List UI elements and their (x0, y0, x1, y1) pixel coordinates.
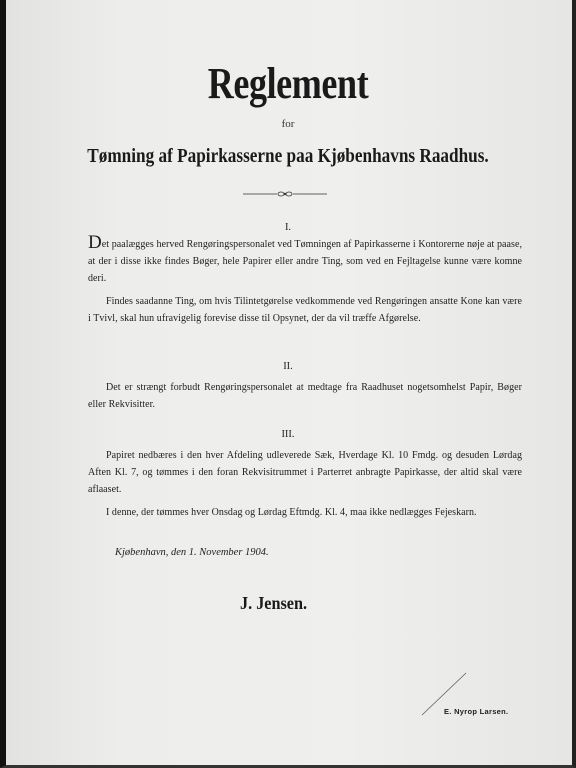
divider-ornament-icon (243, 190, 327, 198)
section-1-paragraph-1 (88, 232, 522, 287)
section-3-paragraph-1: Papiret nedbæres i den hver Afdeling udleverede Sæk, Hverdage Kl. 10 Fmdg. og desuden Lørdag Aften Kl. 7, og tømmes i den foran Rekvisitrummet i Parterret anbragte Papirkasse, der altid skal være aflaaset. (88, 450, 522, 495)
for-word: for (281, 118, 295, 130)
document-title: Reglement (207, 59, 369, 108)
section-1-paragraph-2: Findes saadanne Ting, om hvis Tilintetgørelse vedkommende ved Rengøringen ansatte Kone kan være i Tvivl, skal hun ufravigelig forevise disse til Opsynet, der da vil træffe Afgørelse. (88, 296, 522, 324)
section-2-paragraph-1: Det er strængt forbudt Rengøringspersonalet at medtage fra Raadhuset nogetsomhelst Papir, Bøger eller Rekvisitter. (88, 382, 522, 410)
section-number-3: III. (281, 429, 295, 440)
dateline: Kjøbenhavn, den 1. November 1904. (115, 547, 269, 558)
printer-credit: E. Nyrop Larsen. (444, 707, 509, 716)
section-number-2: II. (283, 361, 293, 372)
paragraph-text: et paalægges herved Rengøringspersonalet ved Tømningen af Papirkasserne i Kontorerne nøje at paase, at der i disse ikke findes Bøger, hele Papirer eller andre Ting, som ved en Fejltagelse kunne være komne deri. (88, 239, 522, 284)
section-number-1: I. (284, 222, 292, 233)
section-3-paragraph-2: I denne, der tømmes hver Onsdag og Lørdag Eftmdg. Kl. 4, maa ikke nedlægges Fejeskarn. (106, 507, 477, 518)
drop-cap: D (88, 232, 102, 253)
document-subtitle: Tømning af Papirkasserne paa Kjøbenhavns Raadhus. (87, 145, 489, 167)
signatory: J. Jensen. (240, 593, 308, 613)
